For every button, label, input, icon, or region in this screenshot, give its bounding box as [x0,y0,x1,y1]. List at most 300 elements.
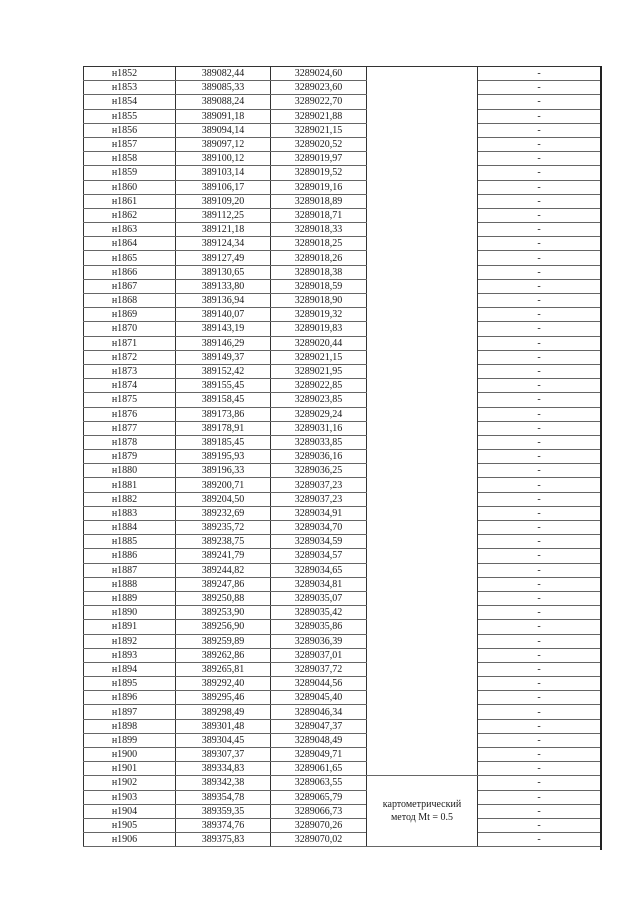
dash-cell: - [478,705,601,719]
y-coordinate-cell: 3289061,65 [271,762,367,776]
table-row [84,492,601,506]
table-row [84,364,601,378]
dash-cell: - [478,450,601,464]
dash-cell: - [478,208,601,222]
method-cell-empty [367,762,478,776]
dash-cell: - [478,166,601,180]
table-row [84,719,601,733]
point-id-cell: н1904 [84,804,176,818]
method-note-line2: метод Mt = 0.5 [390,812,454,824]
y-coordinate-cell: 3289020,44 [271,336,367,350]
x-coordinate-cell: 389106,17 [176,180,271,194]
x-coordinate-cell: 389146,29 [176,336,271,350]
y-coordinate-cell: 3289019,83 [271,322,367,336]
y-coordinate-cell: 3289023,85 [271,393,367,407]
point-id-cell: н1876 [84,407,176,421]
x-coordinate-cell: 389256,90 [176,620,271,634]
table-row [84,506,601,520]
y-coordinate-cell: 3289019,97 [271,152,367,166]
dash-cell: - [478,521,601,535]
method-cell-empty [367,620,478,634]
table-row [84,152,601,166]
point-id-cell: н1906 [84,833,176,847]
table-row [84,776,601,790]
x-coordinate-cell: 389307,37 [176,748,271,762]
point-id-cell: н1897 [84,705,176,719]
table-row [84,748,601,762]
method-cell-empty [367,393,478,407]
table-row [84,634,601,648]
table-row [84,350,601,364]
point-id-cell: н1859 [84,166,176,180]
table-row [84,322,601,336]
point-id-cell: н1866 [84,265,176,279]
method-cell-empty [367,294,478,308]
x-coordinate-cell: 389097,12 [176,137,271,151]
table-row [84,577,601,591]
dash-cell: - [478,435,601,449]
method-cell-empty [367,123,478,137]
method-cell-empty [367,67,478,81]
y-coordinate-cell: 3289037,23 [271,492,367,506]
method-cell-empty [367,152,478,166]
x-coordinate-cell: 389082,44 [176,67,271,81]
method-cell-empty [367,535,478,549]
y-coordinate-cell: 3289018,89 [271,194,367,208]
method-cell-empty [367,237,478,251]
y-coordinate-cell: 3289029,24 [271,407,367,421]
table-row [84,180,601,194]
point-id-cell: н1887 [84,563,176,577]
x-coordinate-cell: 389133,80 [176,279,271,293]
y-coordinate-cell: 3289018,38 [271,265,367,279]
table-row [84,833,601,847]
table-row [84,478,601,492]
dash-cell: - [478,336,601,350]
x-coordinate-cell: 389121,18 [176,223,271,237]
point-id-cell: н1896 [84,691,176,705]
x-coordinate-cell: 389375,83 [176,833,271,847]
y-coordinate-cell: 3289034,59 [271,535,367,549]
y-coordinate-cell: 3289022,70 [271,95,367,109]
table-row [84,733,601,747]
y-coordinate-cell: 3289034,91 [271,506,367,520]
point-id-cell: н1864 [84,237,176,251]
point-id-cell: н1862 [84,208,176,222]
y-coordinate-cell: 3289031,16 [271,421,367,435]
y-coordinate-cell: 3289034,81 [271,577,367,591]
y-coordinate-cell: 3289019,32 [271,308,367,322]
table-row [84,521,601,535]
table-row [84,109,601,123]
dash-cell: - [478,634,601,648]
x-coordinate-cell: 389253,90 [176,606,271,620]
method-cell-empty [367,336,478,350]
table-right-border [600,66,602,850]
method-cell-empty [367,521,478,535]
x-coordinate-cell: 389173,86 [176,407,271,421]
point-id-cell: н1868 [84,294,176,308]
y-coordinate-cell: 3289070,26 [271,818,367,832]
coordinates-table-body [84,67,601,847]
table-row [84,208,601,222]
point-id-cell: н1888 [84,577,176,591]
table-row [84,818,601,832]
dash-cell: - [478,563,601,577]
method-cell-empty [367,364,478,378]
x-coordinate-cell: 389094,14 [176,123,271,137]
table-row [84,662,601,676]
y-coordinate-cell: 3289018,71 [271,208,367,222]
point-id-cell: н1882 [84,492,176,506]
method-cell-empty [367,251,478,265]
x-coordinate-cell: 389204,50 [176,492,271,506]
x-coordinate-cell: 389292,40 [176,677,271,691]
x-coordinate-cell: 389235,72 [176,521,271,535]
x-coordinate-cell: 389295,46 [176,691,271,705]
point-id-cell: н1860 [84,180,176,194]
y-coordinate-cell: 3289037,23 [271,478,367,492]
x-coordinate-cell: 389334,83 [176,762,271,776]
x-coordinate-cell: 389298,49 [176,705,271,719]
method-cell-empty [367,223,478,237]
method-cell-empty [367,577,478,591]
table-row [84,464,601,478]
dash-cell: - [478,804,601,818]
dash-cell: - [478,620,601,634]
dash-cell: - [478,294,601,308]
method-cell-empty [367,81,478,95]
point-id-cell: н1893 [84,648,176,662]
x-coordinate-cell: 389244,82 [176,563,271,577]
table-row [84,790,601,804]
y-coordinate-cell: 3289036,16 [271,450,367,464]
dash-cell: - [478,393,601,407]
table-row [84,549,601,563]
x-coordinate-cell: 389130,65 [176,265,271,279]
point-id-cell: н1889 [84,591,176,605]
dash-cell: - [478,577,601,591]
x-coordinate-cell: 389155,45 [176,379,271,393]
x-coordinate-cell: 389109,20 [176,194,271,208]
point-id-cell: н1895 [84,677,176,691]
dash-cell: - [478,67,601,81]
x-coordinate-cell: 389100,12 [176,152,271,166]
dash-cell: - [478,506,601,520]
x-coordinate-cell: 389152,42 [176,364,271,378]
method-cell-empty [367,464,478,478]
x-coordinate-cell: 389359,35 [176,804,271,818]
point-id-cell: н1902 [84,776,176,790]
x-coordinate-cell: 389247,86 [176,577,271,591]
dash-cell: - [478,591,601,605]
point-id-cell: н1894 [84,662,176,676]
method-cell-empty [367,677,478,691]
y-coordinate-cell: 3289035,07 [271,591,367,605]
point-id-cell: н1890 [84,606,176,620]
point-id-cell: н1861 [84,194,176,208]
x-coordinate-cell: 389085,33 [176,81,271,95]
table-row [84,67,601,81]
y-coordinate-cell: 3289021,15 [271,350,367,364]
y-coordinate-cell: 3289070,02 [271,833,367,847]
x-coordinate-cell: 389232,69 [176,506,271,520]
dash-cell: - [478,719,601,733]
y-coordinate-cell: 3289063,55 [271,776,367,790]
x-coordinate-cell: 389262,86 [176,648,271,662]
dash-cell: - [478,194,601,208]
point-id-cell: н1901 [84,762,176,776]
y-coordinate-cell: 3289037,72 [271,662,367,676]
x-coordinate-cell: 389143,19 [176,322,271,336]
table-row [84,251,601,265]
point-id-cell: н1900 [84,748,176,762]
x-coordinate-cell: 389200,71 [176,478,271,492]
point-id-cell: н1858 [84,152,176,166]
y-coordinate-cell: 3289019,52 [271,166,367,180]
dash-cell: - [478,421,601,435]
x-coordinate-cell: 389238,75 [176,535,271,549]
x-coordinate-cell: 389091,18 [176,109,271,123]
method-cell-empty [367,705,478,719]
table-row [84,294,601,308]
method-cell-empty [367,208,478,222]
table-row [84,407,601,421]
point-id-cell: н1856 [84,123,176,137]
method-cell-empty [367,591,478,605]
method-cell-empty [367,506,478,520]
table-row [84,421,601,435]
y-coordinate-cell: 3289044,56 [271,677,367,691]
point-id-cell: н1874 [84,379,176,393]
y-coordinate-cell: 3289035,42 [271,606,367,620]
x-coordinate-cell: 389136,94 [176,294,271,308]
point-id-cell: н1905 [84,818,176,832]
x-coordinate-cell: 389250,88 [176,591,271,605]
method-cell-empty [367,379,478,393]
point-id-cell: н1865 [84,251,176,265]
dash-cell: - [478,818,601,832]
method-cell-empty [367,563,478,577]
y-coordinate-cell: 3289033,85 [271,435,367,449]
dash-cell: - [478,677,601,691]
table-row [84,279,601,293]
y-coordinate-cell: 3289034,70 [271,521,367,535]
point-id-cell: н1886 [84,549,176,563]
dash-cell: - [478,762,601,776]
point-id-cell: н1873 [84,364,176,378]
dash-cell: - [478,95,601,109]
method-cell-empty [367,648,478,662]
dash-cell: - [478,733,601,747]
dash-cell: - [478,691,601,705]
table-row [84,450,601,464]
point-id-cell: н1870 [84,322,176,336]
y-coordinate-cell: 3289037,01 [271,648,367,662]
table-row [84,591,601,605]
dash-cell: - [478,379,601,393]
x-coordinate-cell: 389127,49 [176,251,271,265]
table-row [84,705,601,719]
method-cell-empty [367,95,478,109]
y-coordinate-cell: 3289021,95 [271,364,367,378]
method-cell-empty [367,691,478,705]
dash-cell: - [478,279,601,293]
y-coordinate-cell: 3289066,73 [271,804,367,818]
dash-cell: - [478,265,601,279]
y-coordinate-cell: 3289022,85 [271,379,367,393]
dash-cell: - [478,549,601,563]
dash-cell: - [478,662,601,676]
method-cell-empty [367,308,478,322]
x-coordinate-cell: 389354,78 [176,790,271,804]
dash-cell: - [478,137,601,151]
x-coordinate-cell: 389301,48 [176,719,271,733]
point-id-cell: н1885 [84,535,176,549]
dash-cell: - [478,492,601,506]
method-cell-empty [367,109,478,123]
y-coordinate-cell: 3289049,71 [271,748,367,762]
dash-cell: - [478,464,601,478]
table-row [84,804,601,818]
method-cell-empty [367,166,478,180]
x-coordinate-cell: 389178,91 [176,421,271,435]
method-cell-empty [367,478,478,492]
method-cell-empty [367,450,478,464]
dash-cell: - [478,109,601,123]
point-id-cell: н1892 [84,634,176,648]
point-id-cell: н1852 [84,67,176,81]
table-row [84,606,601,620]
point-id-cell: н1857 [84,137,176,151]
table-row [84,535,601,549]
point-id-cell: н1877 [84,421,176,435]
y-coordinate-cell: 3289024,60 [271,67,367,81]
y-coordinate-cell: 3289036,25 [271,464,367,478]
y-coordinate-cell: 3289018,26 [271,251,367,265]
method-cell-empty [367,606,478,620]
y-coordinate-cell: 3289021,88 [271,109,367,123]
method-cell-empty [367,435,478,449]
y-coordinate-cell: 3289019,16 [271,180,367,194]
dash-cell: - [478,123,601,137]
x-coordinate-cell: 389149,37 [176,350,271,364]
point-id-cell: н1891 [84,620,176,634]
coordinates-table [83,66,601,847]
table-row [84,677,601,691]
method-cell-empty [367,180,478,194]
point-id-cell: н1863 [84,223,176,237]
point-id-cell: н1903 [84,790,176,804]
point-id-cell: н1855 [84,109,176,123]
table-row [84,137,601,151]
dash-cell: - [478,748,601,762]
table-row [84,563,601,577]
point-id-cell: н1883 [84,506,176,520]
y-coordinate-cell: 3289018,90 [271,294,367,308]
x-coordinate-cell: 389088,24 [176,95,271,109]
method-cell-empty [367,137,478,151]
method-cell-empty [367,421,478,435]
method-cell-empty [367,407,478,421]
table-row [84,223,601,237]
point-id-cell: н1880 [84,464,176,478]
dash-cell: - [478,535,601,549]
point-id-cell: н1872 [84,350,176,364]
dash-cell: - [478,776,601,790]
table-row [84,95,601,109]
x-coordinate-cell: 389259,89 [176,634,271,648]
table-row [84,648,601,662]
method-cell-empty [367,492,478,506]
y-coordinate-cell: 3289034,57 [271,549,367,563]
table-row [84,123,601,137]
point-id-cell: н1879 [84,450,176,464]
method-cell-empty [367,549,478,563]
x-coordinate-cell: 389140,07 [176,308,271,322]
dash-cell: - [478,350,601,364]
table-row [84,379,601,393]
dash-cell: - [478,364,601,378]
table-row [84,393,601,407]
table-row [84,194,601,208]
point-id-cell: н1853 [84,81,176,95]
point-id-cell: н1878 [84,435,176,449]
table-row [84,620,601,634]
x-coordinate-cell: 389158,45 [176,393,271,407]
table-row [84,435,601,449]
method-cell-empty [367,265,478,279]
method-cell-empty [367,350,478,364]
dash-cell: - [478,606,601,620]
table-row [84,265,601,279]
method-cell-empty [367,748,478,762]
method-note-line1: картометрический [382,799,462,811]
y-coordinate-cell: 3289065,79 [271,790,367,804]
point-id-cell: н1854 [84,95,176,109]
table-row [84,336,601,350]
table-row [84,166,601,180]
point-id-cell: н1867 [84,279,176,293]
method-cell-empty [367,194,478,208]
point-id-cell: н1898 [84,719,176,733]
dash-cell: - [478,833,601,847]
point-id-cell: н1871 [84,336,176,350]
dash-cell: - [478,648,601,662]
y-coordinate-cell: 3289034,65 [271,563,367,577]
method-cell-empty [367,733,478,747]
table-row [84,308,601,322]
method-cell-empty [367,719,478,733]
point-id-cell: н1869 [84,308,176,322]
dash-cell: - [478,790,601,804]
point-id-cell: н1875 [84,393,176,407]
x-coordinate-cell: 389374,76 [176,818,271,832]
y-coordinate-cell: 3289045,40 [271,691,367,705]
table-row [84,237,601,251]
x-coordinate-cell: 389103,14 [176,166,271,180]
y-coordinate-cell: 3289018,59 [271,279,367,293]
dash-cell: - [478,152,601,166]
x-coordinate-cell: 389342,38 [176,776,271,790]
dash-cell: - [478,407,601,421]
y-coordinate-cell: 3289020,52 [271,137,367,151]
method-cell-empty [367,322,478,336]
x-coordinate-cell: 389304,45 [176,733,271,747]
dash-cell: - [478,322,601,336]
y-coordinate-cell: 3289035,86 [271,620,367,634]
point-id-cell: н1899 [84,733,176,747]
